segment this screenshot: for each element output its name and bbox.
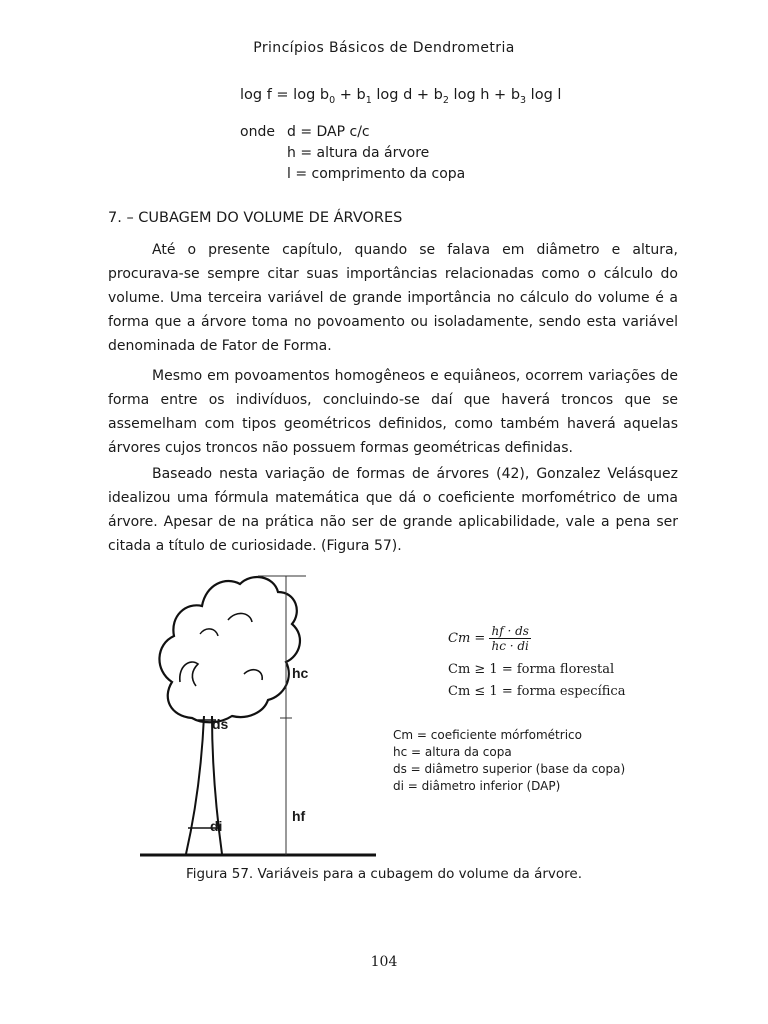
legend-item: ds = diâmetro superior (base da copa) (393, 762, 626, 776)
section-title: 7. – CUBAGEM DO VOLUME DE ÁRVORES (108, 210, 403, 226)
log-equation: $\log f = \log b_0 + b_1$ $\log d + b_2$ $\log h + b_3$ log l (240, 87, 562, 106)
where-line-d: onde d = DAP c/c (240, 124, 370, 140)
cm-forma-especifica: Cm ≤ 1 = forma específica (448, 684, 626, 699)
label-hf: hf (292, 808, 306, 824)
figure-legend (393, 727, 625, 795)
legend-item: Cm = coeficiente mórfométrico (393, 728, 582, 742)
paragraph-1: Até o presente capítulo, quando se falava em diâmetro e altura, procurava-se sempre citar suas importâncias relacionadas como o cálculo do volume. Uma terceira variável de grande importância no cálculo do volume é a forma que a árvore toma no povoamento ou isoladamente, sendo esta variável denominada de Fator de Forma. (108, 242, 678, 354)
label-di: di (210, 818, 223, 834)
tree-figure (140, 570, 390, 860)
running-header: Princípios Básicos de Dendrometria (253, 40, 515, 56)
cm-formula: Cm = $\frac{hf \cdot ds}{hc \cdot di}$ (448, 624, 529, 653)
paragraph-3: Baseado nesta variação de formas de árvores (42), Gonzalez Velásquez idealizou uma fórmula matemática que dá o coeficiente morfométrico de uma árvore. Apesar de na prática não ser de grande aplicabilidade, vale a pena ser citada a título de curiosidade. (Figura 57). (108, 466, 678, 554)
where-line-h: h = altura da árvore (287, 145, 430, 161)
cm-forma-florestal: Cm ≥ 1 = forma florestal (448, 662, 615, 677)
tree-crown (159, 577, 300, 722)
figure-caption: Figura 57. Variáveis para a cubagem do volume da árvore. (185, 866, 583, 882)
where-line-l: l = comprimento da copa (287, 166, 466, 182)
tree-trunk (186, 716, 204, 854)
legend-item: hc = altura da copa (393, 745, 512, 759)
label-ds: ds (212, 716, 229, 732)
paragraph-2: Mesmo em povoamentos homogêneos e equiâneos, ocorrem variações de forma entre os indivíduos, concluindo-se daí que haverá troncos que se assemelham com tipos geométricos definidos, como também haverá aquelas árvores cujos troncos não possuem formas geométricas definidas. (108, 368, 678, 456)
page-number: 104 (370, 954, 398, 970)
label-hc: hc (292, 665, 309, 681)
legend-item: di = diâmetro inferior (DAP) (393, 779, 561, 793)
